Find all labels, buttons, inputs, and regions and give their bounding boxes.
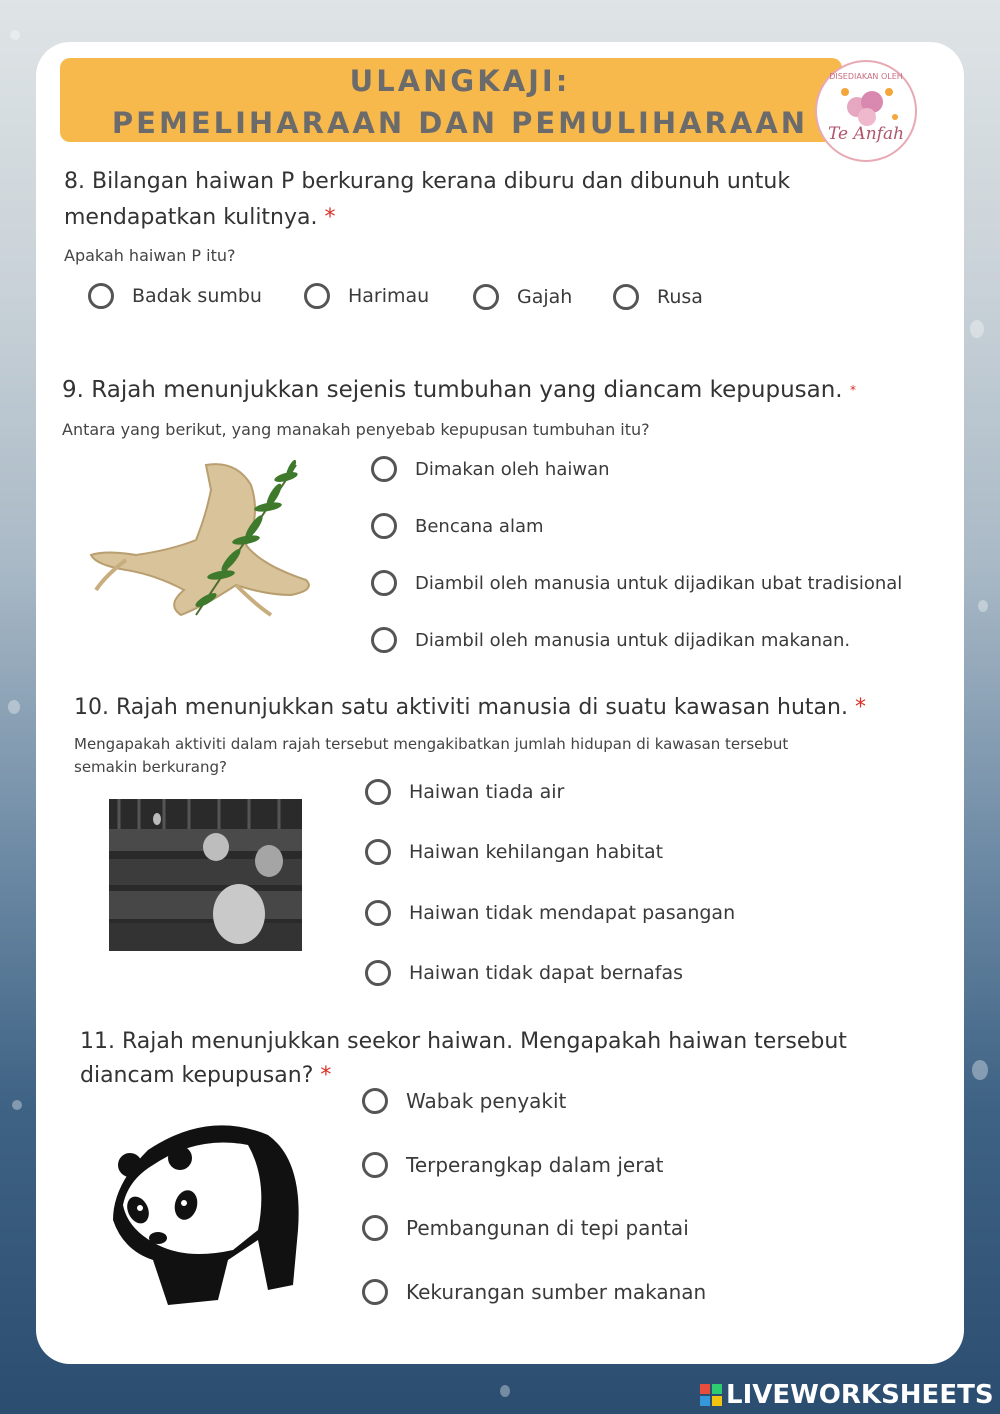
water-drop <box>8 700 20 714</box>
q10-subtitle-line2: semakin berkurang? <box>74 758 227 776</box>
radio-button[interactable] <box>371 513 397 539</box>
seal-signature: Te Anfah <box>827 124 905 144</box>
required-asterisk: * <box>324 205 336 230</box>
option-label: Haiwan kehilangan habitat <box>409 841 664 863</box>
option-label: Terperangkap dalam jerat <box>406 1153 664 1177</box>
q10-text-content: 10. Rajah menunjukkan satu aktiviti manusia di suatu kawasan hutan. <box>74 695 848 720</box>
radio-button[interactable] <box>371 570 397 596</box>
radio-button[interactable] <box>473 284 499 310</box>
liveworksheets-logo-icon <box>700 1384 722 1406</box>
radio-button[interactable] <box>88 283 114 309</box>
required-asterisk: * <box>849 383 856 397</box>
q9-option-makanan[interactable] <box>371 627 850 653</box>
option-label: Gajah <box>517 286 573 308</box>
q8-option-rusa[interactable] <box>613 284 703 310</box>
radio-button[interactable] <box>362 1279 388 1305</box>
water-drop <box>972 1060 988 1080</box>
option-label: Rusa <box>657 286 703 308</box>
option-label: Haiwan tidak dapat bernafas <box>409 962 683 984</box>
q10-text <box>74 690 866 726</box>
radio-button[interactable] <box>362 1215 388 1241</box>
water-drop <box>10 30 20 40</box>
q9-text <box>62 372 856 408</box>
water-drop <box>970 320 984 338</box>
required-asterisk: * <box>854 695 866 720</box>
q9-text-content: 9. Rajah menunjukkan sejenis tumbuhan yang diancam kepupusan. <box>62 377 843 403</box>
radio-button[interactable] <box>365 900 391 926</box>
q8-text-line1: 8. Bilangan haiwan P berkurang kerana diburu dan dibunuh untuk <box>64 169 791 194</box>
q8-option-badak-sumbu[interactable] <box>88 283 262 309</box>
q10-option-tidak-bernafas[interactable] <box>365 960 683 986</box>
radio-button[interactable] <box>371 456 397 482</box>
q11-option-kekurangan-makanan[interactable] <box>362 1279 706 1305</box>
q8-option-harimau[interactable] <box>304 283 429 309</box>
option-label: Haiwan tiada air <box>409 781 565 803</box>
option-label: Pembangunan di tepi pantai <box>406 1216 689 1240</box>
author-seal <box>815 60 917 162</box>
seal-top-text: DISEDIAKAN OLEH <box>829 72 903 81</box>
q10-option-kehilangan-habitat[interactable] <box>365 839 663 865</box>
option-label: Haiwan tidak mendapat pasangan <box>409 902 736 924</box>
page-title-line1: ULANGKAJI: <box>349 64 571 98</box>
q9-subtitle: Antara yang berikut, yang manakah penyebab kepupusan tumbuhan itu? <box>62 420 650 439</box>
q10-option-tiada-pasangan[interactable] <box>365 900 735 926</box>
q11-text-line1: 11. Rajah menunjukkan seekor haiwan. Mengapakah haiwan tersebut <box>80 1029 847 1054</box>
q11-text-line2 <box>80 1058 331 1094</box>
radio-button[interactable] <box>613 284 639 310</box>
option-label: Diambil oleh manusia untuk dijadikan ubat tradisional <box>415 572 903 594</box>
required-asterisk: * <box>320 1063 332 1088</box>
page-title-line2: PEMELIHARAAN DAN PEMULIHARAAN <box>111 106 809 140</box>
q11-option-wabak-penyakit[interactable] <box>362 1088 566 1114</box>
q8-subtitle: Apakah haiwan P itu? <box>64 246 236 265</box>
option-label: Wabak penyakit <box>406 1089 567 1113</box>
q11-option-terperangkap[interactable] <box>362 1152 664 1178</box>
liveworksheets-brand[interactable]: LIVEWORKSHEETS <box>726 1380 994 1410</box>
water-drop <box>12 1100 22 1110</box>
option-label: Badak sumbu <box>132 285 262 307</box>
option-label: Kekurangan sumber makanan <box>406 1280 707 1304</box>
q9-option-ubat-tradisional[interactable] <box>371 570 902 596</box>
option-label: Dimakan oleh haiwan <box>415 458 610 480</box>
radio-button[interactable] <box>365 839 391 865</box>
q9-option-bencana-alam[interactable] <box>371 513 544 539</box>
option-label: Bencana alam <box>415 515 544 537</box>
q11-text-line2-content: diancam kepupusan? <box>80 1063 314 1088</box>
water-drop <box>978 600 988 612</box>
radio-button[interactable] <box>365 779 391 805</box>
ginseng-root-image <box>86 455 326 625</box>
q8-text-line2 <box>64 200 336 236</box>
option-label: Harimau <box>348 285 430 307</box>
q10-option-tiada-air[interactable] <box>365 779 564 805</box>
q10-subtitle-line1: Mengapakah aktiviti dalam rajah tersebut mengakibatkan jumlah hidupan di kawasan tersebut <box>74 735 789 753</box>
radio-button[interactable] <box>371 627 397 653</box>
radio-button[interactable] <box>362 1088 388 1114</box>
panda-image <box>108 1110 308 1310</box>
q11-option-pembangunan[interactable] <box>362 1215 689 1241</box>
option-label: Diambil oleh manusia untuk dijadikan makanan. <box>415 629 851 651</box>
q8-option-gajah[interactable] <box>473 284 572 310</box>
water-drop <box>500 1385 510 1397</box>
radio-button[interactable] <box>365 960 391 986</box>
flower-icon <box>817 62 915 160</box>
q8-text-line2-content: mendapatkan kulitnya. <box>64 205 318 230</box>
q9-option-dimakan-haiwan[interactable] <box>371 456 610 482</box>
radio-button[interactable] <box>304 283 330 309</box>
logging-image <box>109 799 302 951</box>
radio-button[interactable] <box>362 1152 388 1178</box>
